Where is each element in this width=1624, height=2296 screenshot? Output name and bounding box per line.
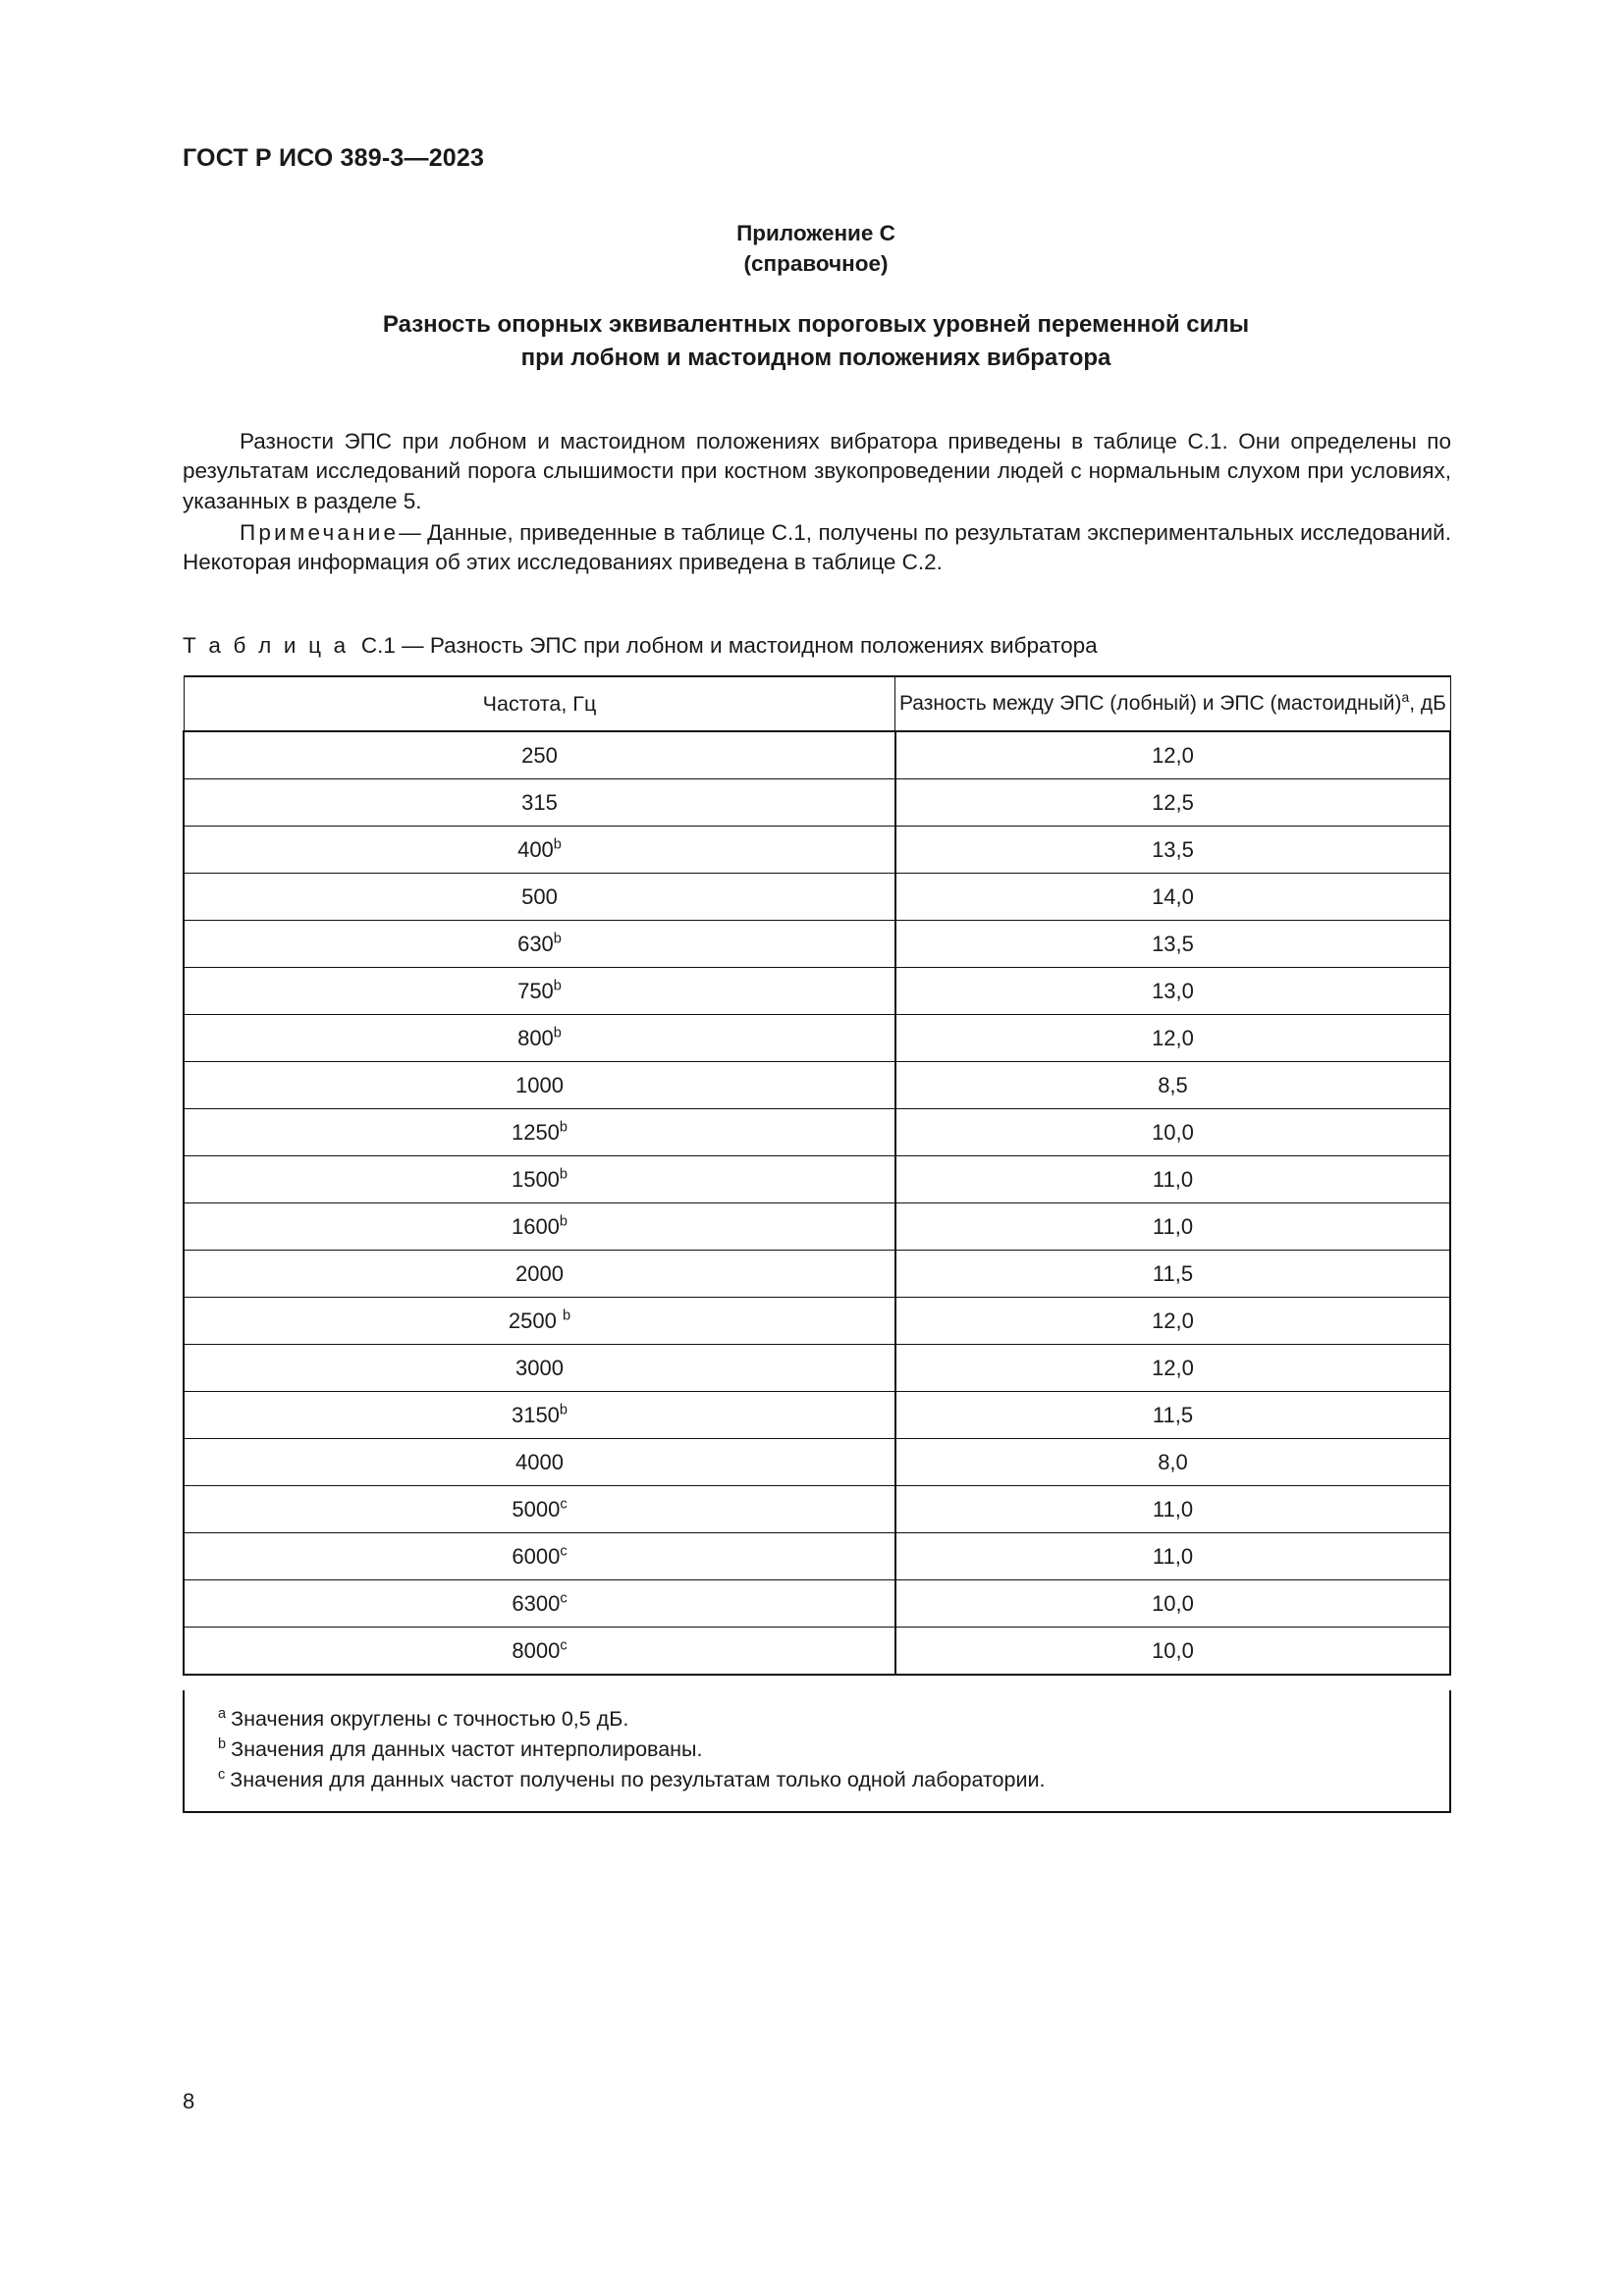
column-header-difference (895, 676, 1450, 731)
footnote-text: Значения округлены с точностью 0,5 дБ. (231, 1707, 629, 1731)
cell-frequency (184, 1439, 895, 1486)
cell-frequency-footnote-marker: b (559, 1402, 568, 1418)
cell-frequency-value: 800 (517, 1025, 554, 1050)
cell-frequency-value: 6300 (512, 1590, 561, 1616)
cell-frequency (184, 1392, 895, 1439)
table-body (184, 731, 1450, 1675)
cell-frequency (184, 1345, 895, 1392)
cell-frequency-footnote-marker: b (553, 931, 562, 947)
cell-frequency-footnote-marker: b (562, 1308, 571, 1324)
footnote-text: Значения для данных частот интерполированы. (231, 1737, 703, 1761)
cell-frequency-value: 400 (517, 836, 554, 862)
cell-frequency (184, 1203, 895, 1251)
cell-frequency-value: 1000 (515, 1072, 564, 1097)
cell-frequency-footnote-marker: c (560, 1543, 568, 1560)
cell-frequency-footnote-marker: b (559, 1213, 568, 1230)
column-header-footnote-marker: a (1401, 689, 1410, 705)
cell-frequency (184, 1015, 895, 1062)
cell-frequency (184, 968, 895, 1015)
intro-paragraph-text: Разности ЭПС при лобном и мастоидном положениях вибратора приведены в таблице С.1. Они определены по результатам исследований порога слышимости при костном звукопроведении людей с нормальным слухом при условиях, указанных в разделе 5. (183, 428, 1451, 513)
footnote-marker: c (218, 1766, 226, 1783)
footnote-text: Значения для данных частот получены по результатам только одной лаборатории. (230, 1768, 1046, 1791)
cell-frequency (184, 1533, 895, 1580)
table-row (184, 1015, 1450, 1062)
cell-difference: 8,0 (895, 1439, 1450, 1486)
cell-frequency-footnote-marker: b (559, 1119, 568, 1136)
cell-frequency (184, 921, 895, 968)
cell-difference: 8,5 (895, 1062, 1450, 1109)
table-row (184, 921, 1450, 968)
table-head (184, 676, 1450, 731)
cell-frequency-footnote-marker: b (553, 1025, 562, 1041)
table-row (184, 827, 1450, 874)
footnote-marker: b (218, 1735, 227, 1752)
note-paragraph (183, 518, 1451, 578)
note-label: Примечание (240, 519, 400, 545)
table-caption-text: Разность ЭПС при лобном и мастоидном положениях вибратора (429, 633, 1098, 658)
cell-frequency-value: 6000 (512, 1543, 561, 1569)
table-row (184, 874, 1450, 921)
cell-difference: 11,5 (895, 1251, 1450, 1298)
cell-frequency-value: 2500 (508, 1308, 563, 1333)
table-row (184, 1345, 1450, 1392)
cell-frequency (184, 1298, 895, 1345)
cell-frequency-footnote-marker: b (553, 836, 562, 853)
table-row (184, 1439, 1450, 1486)
cell-difference: 12,0 (895, 1298, 1450, 1345)
annex-heading-block (183, 218, 1449, 279)
cell-frequency (184, 1109, 895, 1156)
cell-difference: 13,5 (895, 827, 1450, 874)
cell-frequency-value: 2000 (515, 1260, 564, 1286)
footnote-item (185, 1704, 1449, 1735)
table-row (184, 1533, 1450, 1580)
cell-difference: 11,0 (895, 1203, 1450, 1251)
cell-difference: 10,0 (895, 1109, 1450, 1156)
table-row (184, 1109, 1450, 1156)
note-dash: — (399, 519, 421, 545)
annex-label: Приложение С (736, 221, 895, 245)
cell-frequency (184, 779, 895, 827)
cell-frequency-value: 3000 (515, 1355, 564, 1380)
footnote-item (185, 1765, 1449, 1795)
cell-difference: 12,5 (895, 779, 1450, 827)
cell-frequency-value: 1500 (511, 1166, 560, 1192)
cell-difference: 13,0 (895, 968, 1450, 1015)
cell-difference: 12,0 (895, 731, 1450, 779)
table-row (184, 779, 1450, 827)
cell-difference: 12,0 (895, 1345, 1450, 1392)
table-row (184, 731, 1450, 779)
table-header-row (184, 676, 1450, 731)
cell-frequency-value: 1250 (511, 1119, 560, 1145)
cell-frequency (184, 1486, 895, 1533)
cell-frequency (184, 827, 895, 874)
cell-frequency (184, 1062, 895, 1109)
cell-frequency-footnote-marker: c (560, 1496, 568, 1513)
cell-frequency-footnote-marker: b (553, 978, 562, 994)
cell-difference: 10,0 (895, 1580, 1450, 1628)
cell-difference: 13,5 (895, 921, 1450, 968)
table-row (184, 1156, 1450, 1203)
column-header-frequency: Частота, Гц (184, 676, 895, 731)
table-row (184, 1203, 1450, 1251)
cell-frequency-footnote-marker: c (560, 1590, 568, 1607)
cell-frequency-value: 1600 (511, 1213, 560, 1239)
cell-difference: 10,0 (895, 1628, 1450, 1676)
annex-title-line-1: Разность опорных эквивалентных пороговых уровней переменной силы (382, 311, 1250, 338)
table-caption-label: Т а б л и ц а (183, 633, 350, 658)
cell-frequency-value: 750 (517, 978, 554, 1003)
cell-frequency (184, 874, 895, 921)
annex-status: (справочное) (743, 251, 889, 276)
cell-frequency-value: 250 (521, 742, 558, 768)
cell-frequency-footnote-marker: c (560, 1637, 568, 1654)
footnote-marker: a (218, 1705, 227, 1722)
intro-paragraph (183, 427, 1451, 517)
reference-table-container (183, 675, 1451, 1676)
page-number: 8 (183, 2089, 195, 2113)
column-header-difference-text: Разность между ЭПС (лобный) и ЭПС (мастоидный) (899, 692, 1402, 715)
cell-frequency-value: 315 (521, 789, 558, 815)
table-row (184, 1298, 1450, 1345)
table-row (184, 968, 1450, 1015)
cell-difference: 11,5 (895, 1392, 1450, 1439)
cell-frequency-value: 500 (521, 883, 558, 909)
running-header: ГОСТ Р ИСО 389-3—2023 (183, 144, 485, 172)
annex-title-line-2: при лобном и мастоидном положениях вибратора (520, 345, 1111, 371)
cell-difference: 12,0 (895, 1015, 1450, 1062)
cell-frequency-value: 5000 (512, 1496, 561, 1522)
cell-frequency-value: 3150 (511, 1402, 560, 1427)
cell-frequency-footnote-marker: b (559, 1166, 568, 1183)
note-text: Данные, приведенные в таблице С.1, получены по результатам экспериментальных исследований. Некоторая информация об этих исследованиях приведена в таблице С.2. (183, 519, 1451, 574)
cell-difference: 14,0 (895, 874, 1450, 921)
table-row (184, 1251, 1450, 1298)
cell-difference: 11,0 (895, 1486, 1450, 1533)
cell-frequency (184, 1628, 895, 1676)
table-row (184, 1486, 1450, 1533)
table-footnotes (183, 1690, 1451, 1813)
cell-frequency-value: 4000 (515, 1449, 564, 1474)
cell-frequency (184, 1251, 895, 1298)
cell-frequency-value: 630 (517, 931, 554, 956)
column-header-difference-unit: , дБ (1409, 692, 1446, 715)
table-row (184, 1580, 1450, 1628)
annex-title-block (183, 308, 1449, 375)
table-caption (183, 632, 1098, 660)
table-row (184, 1392, 1450, 1439)
table-row (184, 1628, 1450, 1676)
cell-difference: 11,0 (895, 1156, 1450, 1203)
footnote-item (185, 1735, 1449, 1765)
reference-table (183, 675, 1451, 1676)
table-caption-dash: — (402, 633, 424, 658)
cell-frequency-value: 8000 (512, 1637, 561, 1663)
cell-frequency (184, 1156, 895, 1203)
cell-difference: 11,0 (895, 1533, 1450, 1580)
table-row (184, 1062, 1450, 1109)
table-caption-number: С.1 (360, 633, 396, 658)
cell-frequency (184, 731, 895, 779)
cell-frequency (184, 1580, 895, 1628)
